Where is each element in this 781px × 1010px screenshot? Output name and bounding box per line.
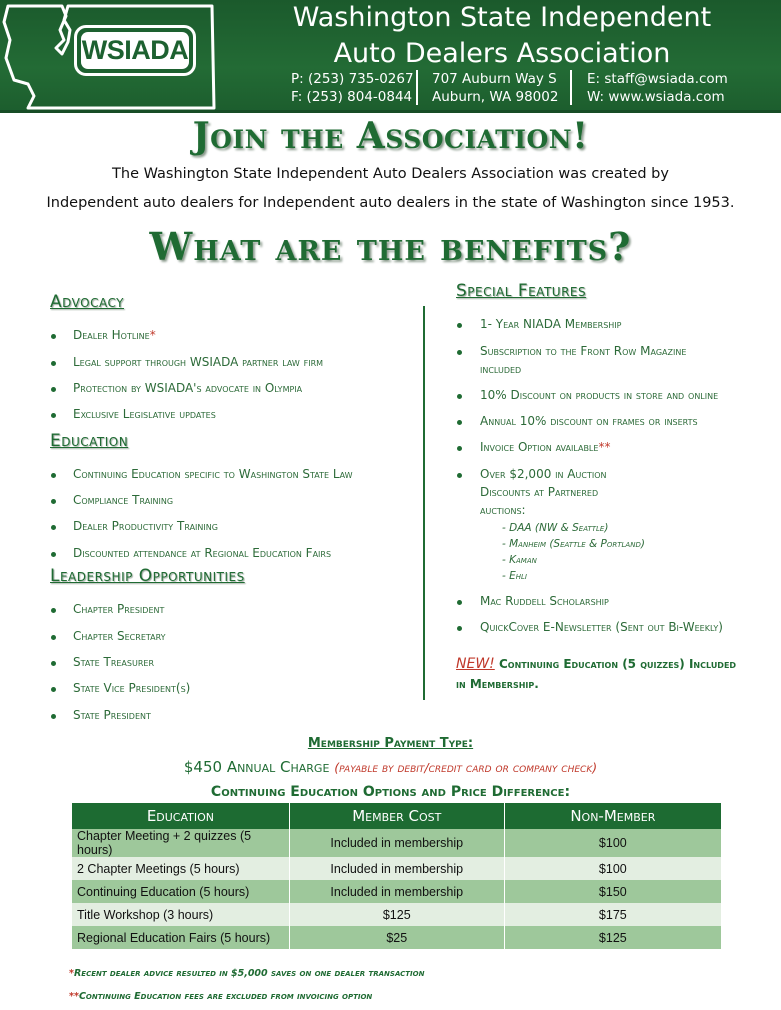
logo: [0, 0, 230, 113]
table-cell: $100: [504, 857, 721, 880]
contact-divider: [416, 70, 418, 105]
annual-charge: $450 Annual Charge (payable by debit/credit card or company check): [183, 758, 598, 776]
auction-item: - Manheim (Seattle & Portland): [502, 538, 645, 550]
advocacy-item: Protection by WSIADA's advocate in Olympia: [73, 381, 303, 395]
new-ce-note: NEW! Continuing Education (5 quizzes) Included in Membership.: [456, 656, 737, 691]
bullet-icon: [457, 350, 462, 355]
bullet-icon: [457, 420, 462, 425]
table-cell: $150: [504, 880, 721, 903]
education-title: Education: [50, 431, 129, 451]
table-cell: Included in membership: [289, 829, 504, 857]
address-line2: Auburn, WA 98002: [432, 89, 559, 105]
advocacy-item: Legal support through WSIADA partner law firm: [73, 355, 324, 369]
footnote-1: *Recent dealer advice resulted in $5,000 saves on one dealer transaction: [69, 968, 425, 979]
bullet-icon: [457, 394, 462, 399]
org-name-line2: Auto Dealers Association: [333, 38, 671, 69]
header-non-member: Non-Member: [504, 803, 721, 829]
new-label: NEW!: [456, 656, 495, 672]
education-item: Discounted attendance at Regional Education Fairs: [73, 546, 332, 560]
wsiada-badge: [74, 25, 196, 76]
logo-text: WSIADA: [81, 35, 189, 65]
table-cell: Chapter Meeting + 2 quizzes (5 hours): [72, 829, 290, 857]
bullet-icon: [51, 714, 56, 719]
special-features-title: Special Features: [456, 281, 587, 301]
bullet-icon: [51, 525, 56, 530]
special-item: 1- Year NIADA Membership: [480, 317, 622, 331]
table-cell: $125: [289, 903, 504, 926]
bullet-icon: [457, 626, 462, 631]
table-cell: Included in membership: [289, 880, 504, 903]
auction-item: - Kaman: [502, 554, 537, 566]
header-member-cost: Member Cost: [289, 803, 504, 829]
phone: P: (253) 735-0267: [291, 71, 414, 87]
special-item: Over $2,000 in Auction: [480, 467, 607, 481]
advocacy-item: Exclusive Legislative updates: [73, 407, 216, 421]
bullet-icon: [51, 413, 56, 418]
bullet-icon: [51, 334, 56, 339]
leadership-item: State Treasurer: [73, 655, 155, 669]
special-item: 10% Discount on products in store and online: [480, 388, 719, 402]
special-item-cont: auctions:: [480, 503, 526, 517]
bullet-icon: [51, 361, 56, 366]
bullet-icon: [51, 635, 56, 640]
benefits-title: What are the benefits?: [149, 224, 632, 269]
table-cell: Included in membership: [289, 857, 504, 880]
bullet-icon: [51, 661, 56, 666]
bullet-icon: [457, 600, 462, 605]
table-cell: 2 Chapter Meetings (5 hours): [72, 857, 290, 880]
bullet-icon: [51, 473, 56, 478]
table-row: [72, 926, 722, 949]
table-cell: Continuing Education (5 hours): [72, 880, 290, 903]
table-cell: $175: [504, 903, 721, 926]
advocacy-title: Advocacy: [50, 292, 124, 312]
leadership-item: Chapter Secretary: [73, 629, 166, 643]
table-row: [72, 880, 722, 903]
membership-payment-title: Membership Payment Type:: [307, 736, 474, 751]
leadership-item: Chapter President: [73, 602, 165, 616]
fax: F: (253) 804-0844: [291, 89, 413, 105]
join-title: Join the Association!: [192, 115, 589, 157]
special-item-cont: included: [480, 362, 522, 376]
special-item-cont: Discounts at Partnered: [480, 485, 599, 499]
advocacy-item: Dealer Hotline*: [73, 328, 156, 342]
email-link[interactable]: E: staff@wsiada.com: [587, 71, 728, 87]
table-cell: Title Workshop (3 hours): [72, 903, 290, 926]
leadership-title: Leadership Opportunities: [50, 566, 245, 586]
intro-line1: The Washington State Independent Auto Dealers Association was created by: [112, 166, 669, 182]
price-table: [71, 803, 721, 949]
website-link[interactable]: W: www.wsiada.com: [587, 89, 725, 105]
table-cell: Regional Education Fairs (5 hours): [72, 926, 290, 949]
table-cell: $25: [289, 926, 504, 949]
leadership-item: State Vice President(s): [73, 681, 191, 695]
column-divider: [423, 306, 425, 700]
bullet-icon: [51, 552, 56, 557]
special-item: QuickCover E-Newsletter (Sent out Bi-Weekly): [480, 620, 723, 634]
special-item: Subscription to the Front Row Magazine: [480, 344, 687, 358]
table-cell: $100: [504, 829, 721, 857]
education-item: Continuing Education specific to Washington State Law: [73, 467, 353, 481]
special-item: Annual 10% discount on frames or inserts: [480, 414, 698, 428]
ce-options-title: Continuing Education Options and Price Difference:: [210, 784, 571, 800]
bullet-icon: [51, 687, 56, 692]
auction-item: - DAA (NW & Seattle): [502, 522, 609, 534]
special-item: Invoice Option available**: [480, 440, 611, 454]
address-line1: 707 Auburn Way S: [432, 71, 557, 87]
table-header-row: [72, 803, 722, 829]
special-item: Mac Ruddell Scholarship: [480, 594, 609, 608]
education-item: Dealer Productivity Training: [73, 519, 218, 533]
education-item: Compliance Training: [73, 493, 174, 507]
header-rule: [0, 110, 781, 113]
table-cell: $125: [504, 926, 721, 949]
intro-line2: Independent auto dealers for Independent auto dealers in the state of Washington since 1953.: [46, 195, 735, 211]
header-education: Education: [72, 803, 290, 829]
bullet-icon: [457, 323, 462, 328]
header-banner: [0, 0, 781, 113]
auction-item: - Ehli: [502, 570, 527, 582]
bullet-icon: [51, 608, 56, 613]
table-row: [72, 857, 722, 880]
bullet-icon: [51, 387, 56, 392]
bullet-icon: [457, 446, 462, 451]
table-row: [72, 903, 722, 926]
bullet-icon: [457, 473, 462, 478]
bullet-icon: [51, 499, 56, 504]
org-name-line1: Washington State Independent: [292, 2, 712, 33]
table-row: [72, 829, 722, 857]
footnote-2: **Continuing Education fees are excluded from invoicing option: [69, 991, 373, 1002]
contact-divider: [570, 70, 572, 105]
leadership-item: State President: [73, 708, 151, 722]
